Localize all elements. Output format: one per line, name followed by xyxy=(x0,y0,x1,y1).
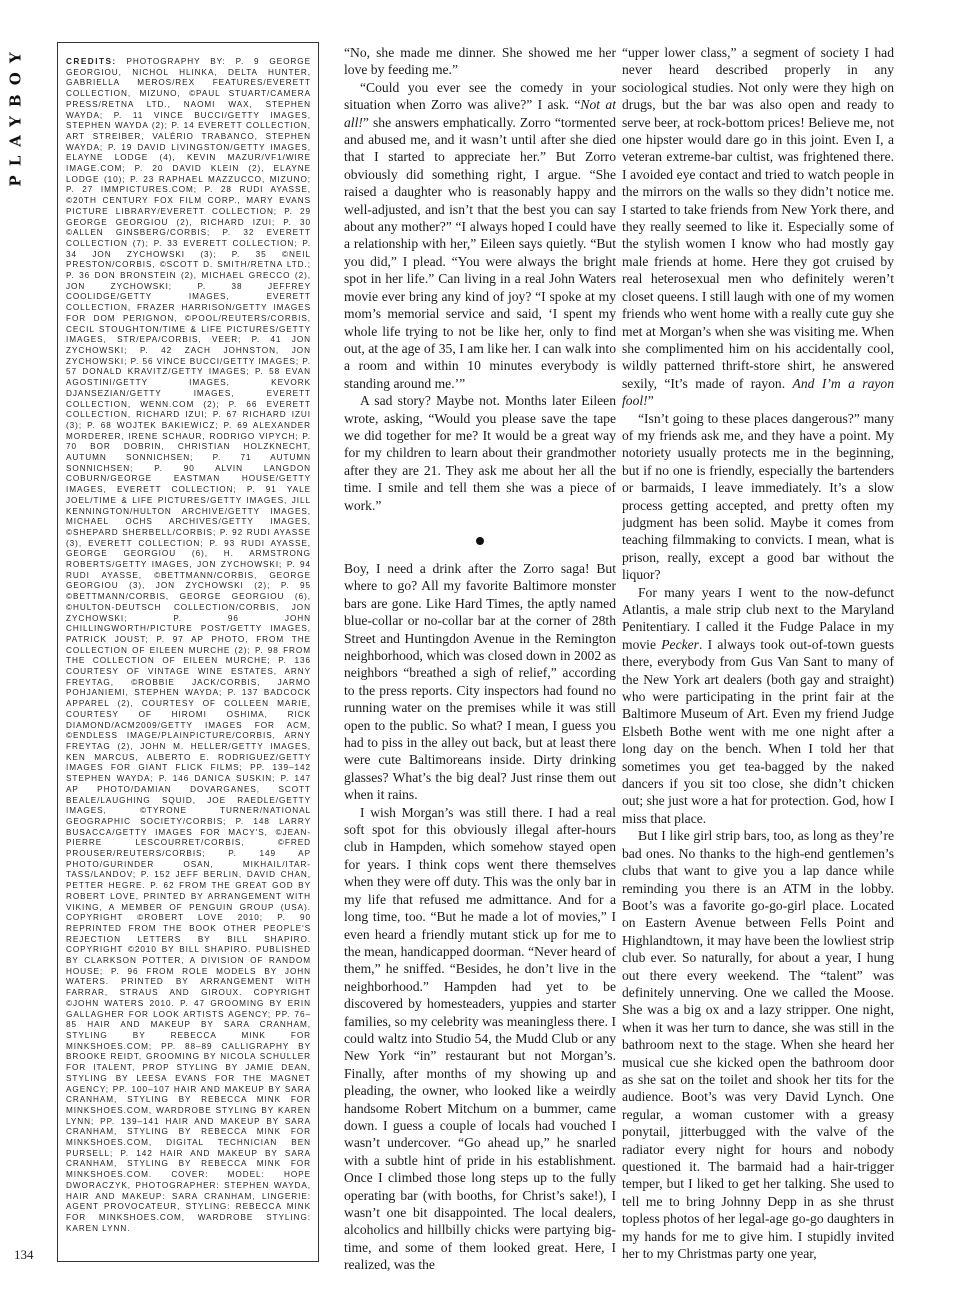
paragraph: A sad story? Maybe not. Months later Eileen wrote, asking, “Would you please save the tape we did together for me? It would be a great way for my children to learn about their grandmother after they are 21. They ask me about her all the time. I smile and tell them she was a piece of work.” xyxy=(344,393,616,513)
paragraph: “upper lower class,” a segment of society I had never heard described properly in any sociological studies. Not only were they high on drugs, but the bar was also open and ready to serve beer, at rock-bottom prices! Believe me, not one hipster would dare go in this joint. Even I, a veteran extreme-bar cultist, was frightened there. I avoided eye contact and tried to watch people in the mirrors on the walls so they didn’t notice me. I started to take friends from New York there, and they really seemed to like it. Especially some of the stylish women I know who had mostly gay male friends at home. Here they got cruised by real heterosexual men who definitely weren’t closet queens. I still laugh with one of my women friends who went home with a really cute guy she met at Morgan’s when she was visiting me. When she complimented him on his accidentally cool, wildly patterned thrift-store shirt, he answered sexily, “It’s made of rayon. And I’m a rayon fool!” xyxy=(622,45,894,409)
article-column-2 xyxy=(344,44,616,1280)
credits-box xyxy=(57,42,319,1262)
credits-text xyxy=(66,57,311,1234)
paragraph: For many years I went to the now-defunct Atlantis, a male strip club next to the Maryland Penitentiary. I called it the Fudge Palace in my movie Pecker. I always took out-of-town guests there, everybody from Gus Van Sant to many of the New York art dealers (both gay and straight) who were participating in the print fair at the Baltimore Museum of Art. Even my friend Judge Elsbeth Bothe went with me one night after a long day on the bench. When I told her that sometimes you get tea-bagged by the naked dancers if you sit too close, she didn’t chicken out; she just wore a hat for protection. God, how I miss that place. xyxy=(622,584,894,826)
page-number: 134 xyxy=(14,1247,34,1262)
paragraph: “No, she made me dinner. She showed me her love by feeding me.” xyxy=(344,45,616,78)
article-column-3 xyxy=(622,44,894,1280)
paragraph: I wish Morgan’s was still there. I had a real soft spot for this obviously illegal after-hours club in Hampden, which somehow stayed open for years. I think cops went there themselves when they were off duty. This was the only bar in my life that refused me admittance. And for a long time, too. “But he made a lot of movies,” I even heard a friendly mutant stick up for me to the mean, handicapped doorman. “Never heard of them,” he sniffed. “Besides, he don’t live in the neighborhood.” Hampden had yet to be discovered by homesteaders, yuppies and starter families, so my celebrity was meaningless there. I could waltz into Studio 54, the Mudd Club or any New York “in” restaurant but not Morgan’s. Finally, after months of my showing up and pleading, the owner, who looked like a weirdly handsome Robert Mitchum on a bummer, came down. I guess a couple of locals had vouched I wasn’t undercover. “Go ahead up,” he snarled with a subtle hint of pride in his establishment. Once I climbed those long steps up to the fully operating bar (with booths, for Christ’s sake!), I wasn’t one bit disappointed. The local dealers, alcoholics and hillbilly chicks were partying big-time, and some of them looked great. Here, I realized, was the xyxy=(344,804,616,1273)
paragraph: But I like girl strip bars, too, as long as they’re bad ones. No thanks to the high-end gentlemen’s clubs that want to give you a lap dance while reminding you there is an ATM in the lobby. Boot’s was a favorite go-go-girl place. Located on Eastern Avenue between Fells Point and Highlandtown, it may have been the lowliest strip club ever. So naturally, for about a year, I hung out there every weekend. The “talent” was definitely unnerving. One we called the Moose. She was a big ox and a lazy stripper. One night, when it was her turn to dance, she was still in the bathroom next to the stage. When she heard her musical cue she kicked open the bathroom door as she sat on the toilet and shook her tits for the audience. Boot’s was very David Lynch. One regular, a woman customer with a greasy ponytail, jitterbugged with the valve of the radiator every night for hours and nobody questioned it. The barmaid had a hair-trigger temper, but I liked to get her talking. She used to tell me to bring Johnny Depp in as she thrust topless photos of her legal-age go-go daughters in my hands for me to give him. I stupidly invited her to my Christmas party one year, xyxy=(622,828,894,1262)
paragraph: “Could you ever see the comedy in your situation when Zorro was alive?” I ask. “Not at all!” she answers emphatically. Zorro “tormented and abused me, and it wasn’t until after she died that I started to appreciate her.” But Zorro obviously did something right, I argue. “She raised a daughter who is reasonably happy and well-adjusted, and isn’t that the best you can say about any mother?” “I always hoped I could have a relationship with her,” Eileen says quietly. “But you did,” I plead. “You were always the bright spot in her life.” Can living in a real John Waters movie ever bring any kind of joy? “I spoke at my mom’s memorial service and said, ‘I spent my whole life trying to not be like her, only to find out, at the age of 35, I am like her. I can walk into a room and within 10 minutes everybody is standing around me.’” xyxy=(344,79,616,391)
section-divider-bullet xyxy=(344,532,616,544)
credits-lead: CREDITS: xyxy=(66,57,117,66)
paragraph: “Isn’t going to these places dangerous?” many of my friends ask me, and they have a point. My notoriety usually protects me in the beginning, but if no one is friendly, especially the bartenders or barmaids, I leave immediately. It’s a slow process getting accepted, and pretty often my judgment has been solid. Maybe it comes from teaching filmmaking to convicts. I mean, what is prison, really, except a good bar without the liquor? xyxy=(622,410,894,583)
credits-body: PHOTOGRAPHY BY: P. 9 GEORGE GEORGIOU, NICHOL HLINKA, DELTA HUNTER, GABRIELLA MEROS/REX FEATURES/EVERETT COLLECTION, MIZUNO, ©PAUL STUART/CAMERA PRESS/RETNA LTD., NAOMI WAX, STEPHEN WAYDA; P. 11 VINCE BUCCI/GETTY IMAGES, STEPHEN WAYDA (2); P. 14 EVERETT COLLECTION, ART STREIBER, VALÉRIO TRABANCO, STEPHEN WAYDA; P. 19 DAVID LIVINGSTON/GETTY IMAGES, ELAYNE LODGE (4), KEVIN MAZUR/VF1/WIRE IMAGE.COM; P. 20 DAVID KLEIN (2), ELAYNE LODGE (10); P. 23 RAPHAEL MAZZUCCO, MIZUNO; P. 27 IMMPICTURES.COM; P. 28 RUDI AYASSE, ©20TH CENTURY FOX FILM CORP., MARY EVANS PICTURE LIBRARY/EVERETT COLLECTION; P. 29 GEORGE GEORGIOU (2), RICHARD IZUI; P. 30 ©ALLEN GINSBERG/CORBIS; P. 32 EVERETT COLLECTION (7); P. 33 EVERETT COLLECTION; P. 34 JON ZYCHOWSKI (3); P. 35 ©NEIL PRESTON/CORBIS, ©SCOTT D. SMITH/RETNA LTD.; P. 36 DON BRONSTEIN (2), MICHAEL GRECCO (2), JON ZYCHOWSKI; P. 38 JEFFREY COOLIDGE/GETTY IMAGES, EVERETT COLLECTION, FRAZER HARRISON/GETTY IMAGES FOR DOM PERIGNON, ©POOL/REUTERS/CORBIS, CECIL STOUGHTON/TIME & LIFE PICTURES/GETTY IMAGES, STR/EPA/CORBIS, VEER; P. 41 JON ZYCHOWSKI; P. 42 ZACH JOHNSTON, JON ZYCHOWSKI; P. 56 VINCE BUCCI/GETTY IMAGES; P. 57 DONALD KRAVITZ/GETTY IMAGES; P. 58 EVAN AGOSTINI/GETTY IMAGES, KEVORK DJANSEZIAN/GETTY IMAGES, EVERETT COLLECTION, WENN.COM (2); P. 66 EVERETT COLLECTION, RICHARD IZUI; P. 67 RICHARD IZUI (3); P. 68 WOJTEK BAKIEWICZ; P. 69 ALEXANDER MORDERER, IRENE SCHAUR, RODRIGO VIPYCH; P. 70 BOR DOBRIN, CHRISTIAN HOLZKNECHT, AUTUMN SONNICHSEN; P. 71 AUTUMN SONNICHSEN; P. 90 ALVIN LANGDON COBURN/GEORGE EASTMAN HOUSE/GETTY IMAGES, EVERETT COLLECTION; P. 91 YALE JOEL/TIME & LIFE PICTURES/GETTY IMAGES, JILL KENNINGTON/HULTON ARCHIVE/GETTY IMAGES, MICHAEL OCHS ARCHIVES/GETTY IMAGES, ©SHEPARD SHERBELL/CORBIS; P. 92 RUDI AYASSE (3), EVERETT COLLECTION; P. 93 RUDI AYASSE, GEORGE GEORGIOU (6), H. ARMSTRONG ROBERTS/GETTY IMAGES, JON ZYCHOWSKI; P. 94 RUDI AYASSE, ©BETTMANN/CORBIS, GEORGE GEORGIOU (3), JON ZYCHOWSKI (2); P. 95 ©BETTMANN/CORBIS, GEORGE GEORGIOU (6), ©HULTON-DEUTSCH COLLECTION/CORBIS, JON ZYCHOWSKI; P. 96 JOHN CHILLINGWORTH/PICTURE POST/GETTY IMAGES, PATRICK JOUST; P. 97 AP PHOTO, FROM THE COLLECTION OF EILEEN MURCHE (2); P. 98 FROM THE COLLECTION OF EILEEN MURCHE; P. 136 COURTESY OF VINTAGE WINE ESTATES, ARNY FREYTAG, ©ROBBIE JACK/CORBIS, JARMO POHJANIEMI, STEPHEN WAYDA; P. 137 BADCOCK APPAREL (2), COURTESY OF COLLEEN MARIE, COURTESY OF HIROMI OSHIMA, RICK DIAMOND/ACM2009/GETTY IMAGES FOR ACM, ©ENDLESS IMAGE/PLAINPICTURE/CORBIS, ARNY FREYTAG (2), JOHN M. HELLER/GETTY IMAGES, KEN MARCUS, ALBERTO E. RODRIGUEZ/GETTY IMAGES FOR GIANT FLICK FILMS; PP. 139–142 STEPHEN WAYDA; P. 146 DANICA SUSKIN; P. 147 AP PHOTO/DAMIAN DOVARGANES, SCOTT BEALE/LAUGHING SQUID, JOE RAEDLE/GETTY IMAGES, ©TYRONE TURNER/NATIONAL GEOGRAPHIC SOCIETY/CORBIS; P. 148 LARRY BUSACCA/GETTY IMAGES FOR MACY'S, ©JEAN-PIERRE LESCOURRET/CORBIS, ©FRED PROUSER/REUTERS/CORBIS; P. 149 AP PHOTO/GURINDER OSAN, MIKHAIL/ITAR-TASS/LANDOV; P. 152 JEFF BERLIN, DAVID CHAN, PETTER HEGRE. P. 62 FROM THE GREAT GOD BY ROBERT LOVE, PRINTED BY ARRANGEMENT WITH VIKING, A MEMBER OF PENGUIN GROUP (USA). COPYRIGHT ©ROBERT LOVE 2010; P. 90 REPRINTED FROM THE BOOK OTHER PEOPLE'S REJECTION LETTERS BY BILL SHAPIRO. COPYRIGHT ©2010 BY BILL SHAPIRO. PUBLISHED BY CLARKSON POTTER, A DIVISION OF RANDOM HOUSE; P. 96 FROM ROLE MODELS BY JOHN WATERS. PRINTED BY ARRANGEMENT WITH FARRAR, STRAUS AND GIROUX. COPYRIGHT ©JOHN WATERS 2010. P. 47 GROOMING BY ERIN GALLAGHER FOR LOOK ARTISTS AGENCY; PP. 76–85 HAIR AND MAKEUP BY SARA CRANHAM, STYLING BY REBECCA MINK FOR MINKSHOES.COM; PP. 88–89 CALLIGRAPHY BY BROOKE REIDT, GROOMING BY NICOLA SCHULLER FOR ITALENT, PROP STYLING BY JAMIE DEAN, STYLING BY LEESA EVANS FOR THE MAGNET AGENCY; PP. 100–107 HAIR AND MAKEUP BY SARA CRANHAM, STYLING BY REBECCA MINK FOR MINKSHOES.COM, WARDROBE STYLING BY KAREN LYNN; PP. 139–141 HAIR AND MAKEUP BY SARA CRANHAM, STYLING BY REBECCA MINK FOR MINKSHOES.COM, DIGITAL TECHNICIAN BEN PURSELL; P. 142 HAIR AND MAKEUP BY SARA CRANHAM, STYLING BY REBECCA MINK FOR MINKSHOES.COM. COVER: MODEL: HOPE DWORACZYK, PHOTOGRAPHER: STEPHEN WAYDA, HAIR AND MAKEUP: SARA CRANHAM, LINGERIE: AGENT PROVOCATEUR, STYLING: REBECCA MINK FOR MINKSHOES.COM, WARDROBE STYLING: KAREN LYNN. xyxy=(66,57,311,1233)
magazine-brand: PLAYBOY xyxy=(7,43,25,187)
paragraph: Boy, I need a drink after the Zorro saga! But where to go? All my favorite Baltimore monster bars are gone. Like Hard Times, the aptly named blue-collar or no-collar bar at the corner of 28th Street and Huntingdon Avenue in the Remington neighborhood, which was closed down in 2002 as neighbors “breathed a sigh of relief,” according to the press reports. City inspectors had found no running water on the premises while it was still open to the public. So what? I mean, I guess you had to piss in the alley out back, but at least there were cute Baltimoreans inside. Dirty drinking glasses? What’s the big deal? Just rinse them out when it rains. xyxy=(344,560,616,803)
